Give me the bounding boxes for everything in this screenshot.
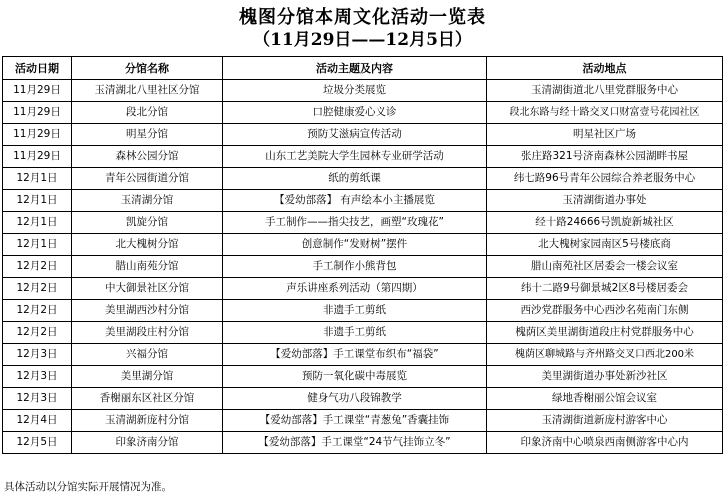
table-row (3, 234, 723, 256)
header-theme: 活动主题及内容 (223, 57, 487, 80)
cell-theme: 垃圾分类展览 (223, 80, 487, 102)
cell-location: 纬七路96号青年公园综合养老服务中心 (487, 168, 723, 190)
cell-branch: 北大槐树分馆 (72, 234, 223, 256)
cell-date: 12月3日 (3, 388, 72, 410)
table-row (3, 344, 723, 366)
cell-location: 腊山南苑社区居委会一楼会议室 (487, 256, 723, 278)
page-subtitle: （11月29日——12月5日） (253, 30, 472, 50)
cell-branch: 玉清湖分馆 (72, 190, 223, 212)
header-branch: 分馆名称 (72, 57, 223, 80)
cell-location: 印象济南中心喷泉西南侧游客中心内 (487, 432, 723, 454)
table-row (3, 124, 723, 146)
cell-date: 12月2日 (3, 322, 72, 344)
table-row (3, 102, 723, 124)
cell-theme: 预防艾滋病宣传活动 (223, 124, 487, 146)
cell-date: 12月2日 (3, 300, 72, 322)
cell-date: 12月1日 (3, 168, 72, 190)
cell-branch: 青年公园街道分馆 (72, 168, 223, 190)
cell-branch: 中大御景社区分馆 (72, 278, 223, 300)
cell-branch: 腊山南苑分馆 (72, 256, 223, 278)
table-row (3, 190, 723, 212)
table-row (3, 146, 723, 168)
cell-theme: 【爱幼部落】手工课堂“青葱兔”香囊挂饰 (223, 410, 487, 432)
table-row (3, 300, 723, 322)
cell-theme: 口腔健康爱心义诊 (223, 102, 487, 124)
cell-theme: 健身气功八段锦教学 (223, 388, 487, 410)
cell-date: 12月3日 (3, 344, 72, 366)
cell-date: 11月29日 (3, 102, 72, 124)
table-row (3, 278, 723, 300)
cell-theme: 【爱幼部落】手工课堂布织布“福袋” (223, 344, 487, 366)
cell-branch: 兴福分馆 (72, 344, 223, 366)
cell-location: 北大槐树家园南区5号楼底商 (487, 234, 723, 256)
cell-date: 12月1日 (3, 190, 72, 212)
table-row (3, 322, 723, 344)
cell-theme: 手工制作——指尖技艺，画塑“玫瑰花” (223, 212, 487, 234)
cell-branch: 香榭丽东区社区分馆 (72, 388, 223, 410)
cell-location: 西沙党群服务中心西沙名苑南门东侧 (487, 300, 723, 322)
header-location: 活动地点 (487, 57, 723, 80)
footnote: 具体活动以分馆实际开展情况为准。 (4, 481, 172, 493)
page-title: 槐图分馆本周文化活动一览表 (239, 7, 486, 28)
cell-branch: 明星分馆 (72, 124, 223, 146)
table-row (3, 80, 723, 102)
table-row (3, 256, 723, 278)
cell-location: 绿地香榭丽公馆会议室 (487, 388, 723, 410)
cell-branch: 印象济南分馆 (72, 432, 223, 454)
cell-branch: 玉清湖北八里社区分馆 (72, 80, 223, 102)
cell-location: 槐荫区聊城路与齐州路交叉口西北200米 (487, 344, 723, 366)
cell-date: 12月5日 (3, 432, 72, 454)
cell-location: 玉清湖街道新庞村游客中心 (487, 410, 723, 432)
cell-branch: 美里湖分馆 (72, 366, 223, 388)
cell-date: 12月3日 (3, 366, 72, 388)
table-row (3, 168, 723, 190)
cell-theme: 非遗手工剪纸 (223, 322, 487, 344)
cell-branch: 美里湖段庄村分馆 (72, 322, 223, 344)
table-row (3, 432, 723, 454)
cell-theme: 纸的剪纸课 (223, 168, 487, 190)
cell-theme: 预防一氧化碳中毒展览 (223, 366, 487, 388)
table-body (3, 80, 723, 454)
cell-location: 玉清湖街道北八里党群服务中心 (487, 80, 723, 102)
cell-theme: 【爱幼部落】手工课堂“24节气挂饰立冬” (223, 432, 487, 454)
table-header-row (3, 57, 723, 80)
cell-location: 经十路24666号凯旋新城社区 (487, 212, 723, 234)
cell-location: 段北东路与经十路交叉口财富壹号花园社区 (487, 102, 723, 124)
table-row (3, 388, 723, 410)
cell-date: 12月2日 (3, 278, 72, 300)
cell-theme: 手工制作小熊背包 (223, 256, 487, 278)
cell-location: 玉清湖街道办事处 (487, 190, 723, 212)
cell-branch: 段北分馆 (72, 102, 223, 124)
cell-location: 纬十二路9号御景城2区8号楼居委会 (487, 278, 723, 300)
cell-date: 11月29日 (3, 80, 72, 102)
table-row (3, 366, 723, 388)
cell-location: 槐荫区美里湖街道段庄村党群服务中心 (487, 322, 723, 344)
cell-theme: 非遗手工剪纸 (223, 300, 487, 322)
cell-branch: 森林公园分馆 (72, 146, 223, 168)
cell-date: 12月2日 (3, 256, 72, 278)
cell-branch: 玉清湖新庞村分馆 (72, 410, 223, 432)
cell-date: 11月29日 (3, 146, 72, 168)
table-row (3, 410, 723, 432)
cell-location: 美里湖街道办事处新沙社区 (487, 366, 723, 388)
cell-branch: 美里湖西沙村分馆 (72, 300, 223, 322)
cell-date: 11月29日 (3, 124, 72, 146)
cell-location: 明星社区广场 (487, 124, 723, 146)
cell-theme: 【爱幼部落】 有声绘本小主播展览 (223, 190, 487, 212)
schedule-table (2, 56, 723, 454)
table-row (3, 212, 723, 234)
header-date: 活动日期 (3, 57, 72, 80)
cell-theme: 创意制作“发财树”摆件 (223, 234, 487, 256)
cell-date: 12月1日 (3, 234, 72, 256)
cell-branch: 凯旋分馆 (72, 212, 223, 234)
cell-location: 张庄路321号济南森林公园湖畔书屋 (487, 146, 723, 168)
cell-theme: 声乐讲座系列活动（第四期） (223, 278, 487, 300)
cell-theme: 山东工艺美院大学生园林专业研学活动 (223, 146, 487, 168)
cell-date: 12月1日 (3, 212, 72, 234)
cell-date: 12月4日 (3, 410, 72, 432)
